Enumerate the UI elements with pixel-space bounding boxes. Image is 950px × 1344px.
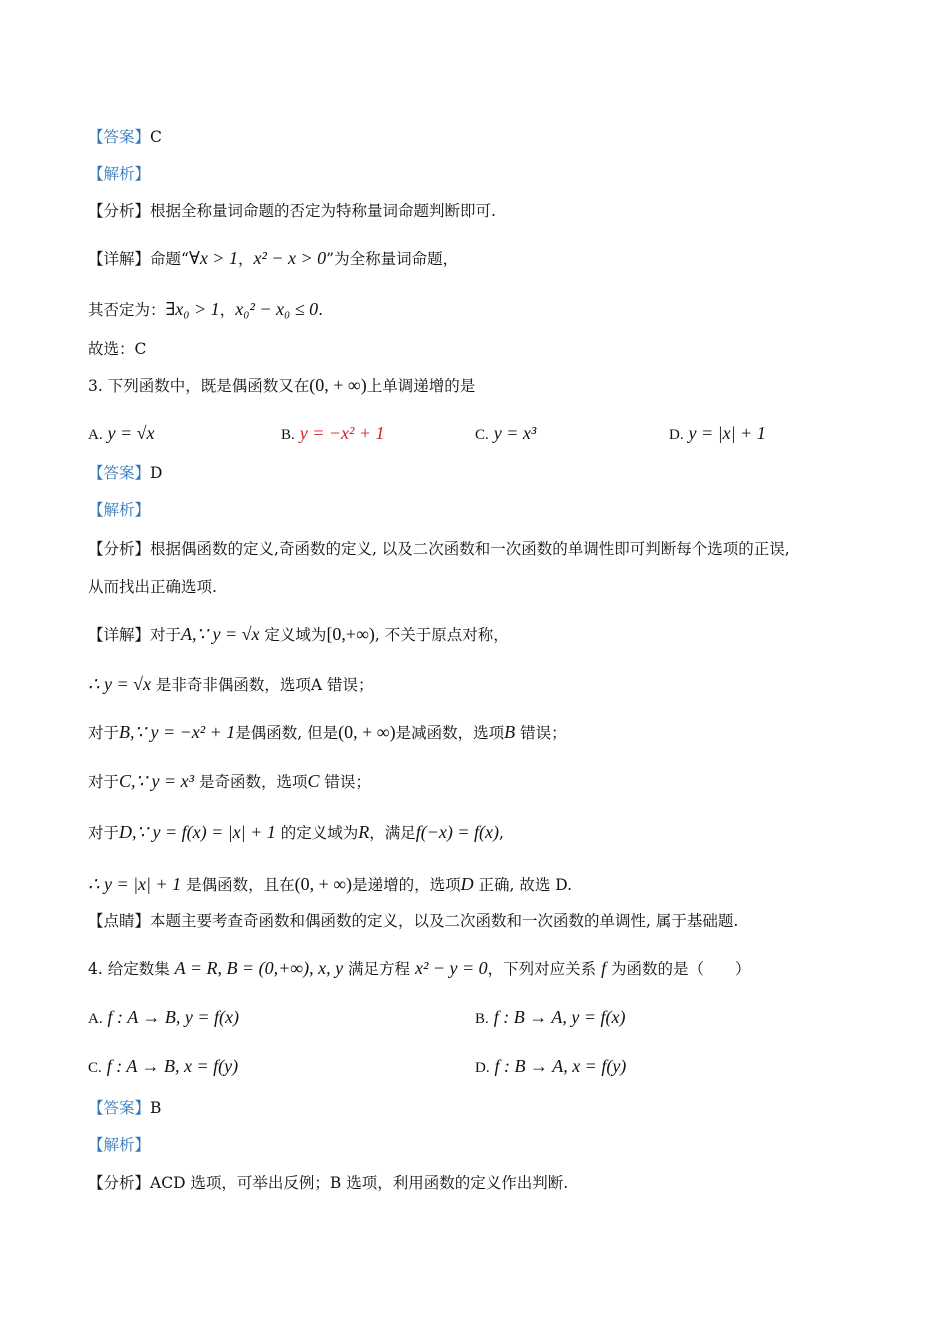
negation-math-1: ∃x₀ > 1 [165, 299, 220, 319]
q4-option-b [475, 1005, 625, 1031]
fenxi-text-2: 从而找出正确选项. [88, 578, 217, 596]
analysis-line-1 [88, 162, 150, 186]
q3-stem-post: 上单调递增的是 [366, 377, 476, 395]
comment-tag: 【点睛】 [88, 912, 151, 930]
option-label: A. [88, 1011, 103, 1027]
negation-post: . [318, 301, 324, 319]
detail-c-post: 错误； [324, 773, 371, 791]
detail-d-math-2: f(−x) = f(x) [415, 822, 499, 842]
detail-b-interval: (0, + ∞) [338, 722, 396, 742]
q4-option-d [475, 1054, 626, 1080]
q3-detail-a2 [88, 672, 374, 697]
choose-line-1 [88, 337, 146, 361]
fenxi-text: ACD 选项，可举出反例；B 选项，利用函数的定义作出判断. [150, 1174, 569, 1192]
detail-d2-letter: D [460, 874, 474, 894]
q3-detail-a [88, 622, 509, 647]
q3-analysis-line [88, 498, 150, 522]
q4-stem-mid-2: ，下列对应关系 [487, 960, 597, 978]
detail-b-pre: 对于 [88, 724, 120, 742]
option-label: D. [669, 427, 684, 443]
detail-math-2: x² − x > 0 [253, 248, 327, 268]
option-label: C. [475, 427, 489, 443]
q3-detail-b [88, 720, 567, 745]
detail-comma: ， [237, 250, 254, 268]
q3-option-b [281, 421, 385, 447]
q4-stem-mid: 满足方程 [348, 960, 411, 978]
comment-text: 本题主要考查奇函数和偶函数的定义，以及二次函数和一次函数的单调性, 属于基础题. [150, 912, 739, 930]
analysis-tag: 【解析】 [88, 1136, 151, 1154]
option-math: f : B → A, y = f(x) [493, 1007, 626, 1027]
detail-a-mid: 定义域为 [264, 626, 327, 644]
q4-stem-eq: x² − y = 0 [414, 958, 488, 978]
detail-line-1 [88, 246, 458, 271]
q4-stem-f: f [601, 958, 607, 978]
analysis-tag: 【解析】 [88, 501, 151, 519]
detail-c-pre: 对于 [88, 773, 120, 791]
option-label: D. [475, 1060, 490, 1076]
fenxi-line-1 [88, 199, 496, 223]
q3-option-a [88, 421, 155, 447]
detail-a-post: , 不关于原点对称， [374, 626, 509, 644]
negation-math-2: x₀² − x₀ ≤ 0 [235, 299, 319, 319]
detail-b-text-1: 是偶函数, 但是 [235, 724, 339, 742]
option-label: B. [281, 427, 295, 443]
answer-tag: 【答案】 [88, 464, 151, 482]
detail-d2-math: ∴ y = |x| + 1 [88, 874, 182, 894]
q4-answer-line [88, 1096, 161, 1120]
q3-comment [88, 909, 738, 933]
option-math: y = −x² + 1 [299, 423, 385, 443]
fenxi-tag: 【分析】 [88, 540, 151, 558]
choose-text: 故选：C [88, 340, 147, 358]
q3-detail-d [88, 820, 504, 845]
option-math: f : A → B, x = f(y) [106, 1056, 239, 1076]
q3-fenxi-line-1 [88, 537, 790, 561]
detail-post: ”为全称量词命题， [326, 250, 459, 268]
q4-option-a [88, 1005, 239, 1031]
detail-d-r: R [358, 822, 370, 842]
q4-fenxi-line [88, 1171, 568, 1195]
option-math: f : A → B, y = f(x) [107, 1007, 239, 1027]
answer-value: D [150, 464, 163, 482]
q3-option-d [669, 421, 766, 447]
detail-c-math: C,∵ y = x³ [119, 771, 194, 791]
q3-option-c [475, 421, 536, 447]
fenxi-text-1: 根据偶函数的定义,奇函数的定义, 以及二次函数和一次函数的单调性即可判断每个选项的正误, [150, 540, 790, 558]
detail-tag: 【详解】 [88, 250, 151, 268]
answer-value: C [150, 128, 162, 146]
detail-d-pre: 对于 [88, 824, 120, 842]
detail-a-math: A,∵ y = √x [181, 624, 260, 644]
option-math: y = |x| + 1 [688, 423, 766, 443]
detail-math-1: ∀x > 1 [188, 248, 238, 268]
q3-stem [88, 373, 475, 398]
answer-line-1 [88, 125, 162, 149]
detail-b-math: B,∵ y = −x² + 1 [119, 722, 236, 742]
detail-a2-math: ∴ y = √x [88, 674, 151, 694]
q4-option-c [88, 1054, 238, 1080]
detail-a2-text: 是非奇非偶函数，选项A 错误； [155, 676, 374, 694]
option-label: B. [475, 1011, 489, 1027]
q4-stem-math: A = R, B = (0,+∞), x, y [174, 958, 344, 978]
detail-d2-text-2: 是递增的，选项 [352, 876, 461, 894]
negation-pre: 其否定为： [88, 301, 166, 319]
detail-b-letter: B [504, 722, 516, 742]
q4-stem [88, 956, 751, 981]
negation-line [88, 297, 323, 322]
detail-a-pre: 对于 [150, 626, 182, 644]
q4-analysis-line [88, 1133, 150, 1157]
detail-b-post: 错误； [520, 724, 567, 742]
detail-pre: 命题“ [150, 250, 189, 268]
option-math: f : B → A, x = f(y) [494, 1056, 627, 1076]
answer-tag: 【答案】 [88, 128, 151, 146]
q4-stem-pre: 4. 给定数集 [88, 960, 170, 978]
q3-stem-pre: 3. 下列函数中，既是偶函数又在 [88, 377, 310, 395]
detail-d-post: , [498, 824, 504, 842]
detail-c-letter: C [307, 771, 320, 791]
detail-c-text: 是奇函数，选项 [198, 773, 308, 791]
option-math: y = x³ [493, 423, 537, 443]
q3-answer-line [88, 461, 162, 485]
answer-tag: 【答案】 [88, 1099, 151, 1117]
detail-d2-text-1: 是偶函数，且在 [186, 876, 295, 894]
q4-stem-post: 为函数的是（ ） [611, 960, 751, 978]
detail-d-text: 的定义域为 [280, 824, 359, 842]
detail-d-math: D,∵ y = f(x) = |x| + 1 [119, 822, 276, 842]
detail-d2-interval: (0, + ∞) [294, 874, 353, 894]
q3-detail-c [88, 769, 371, 794]
fenxi-tag: 【分析】 [88, 202, 151, 220]
negation-comma: ， [219, 301, 236, 319]
option-label: A. [88, 427, 103, 443]
detail-d2-post: 正确, 故选 D. [478, 876, 573, 894]
q3-stem-interval: (0, + ∞) [309, 375, 367, 395]
analysis-tag: 【解析】 [88, 165, 151, 183]
detail-a-interval: [0,+∞) [326, 624, 375, 644]
option-math: y = √x [107, 423, 155, 443]
fenxi-text: 根据全称量词命题的否定为特称量词命题判断即可. [150, 202, 496, 220]
q3-detail-d2 [88, 872, 572, 897]
answer-value: B [150, 1099, 162, 1117]
option-label: C. [88, 1060, 102, 1076]
detail-b-text-2: 是减函数，选项 [395, 724, 505, 742]
q3-fenxi-line-2 [88, 575, 217, 599]
fenxi-tag: 【分析】 [88, 1174, 151, 1192]
detail-tag: 【详解】 [88, 626, 151, 644]
detail-d-text-2: ，满足 [369, 824, 416, 842]
